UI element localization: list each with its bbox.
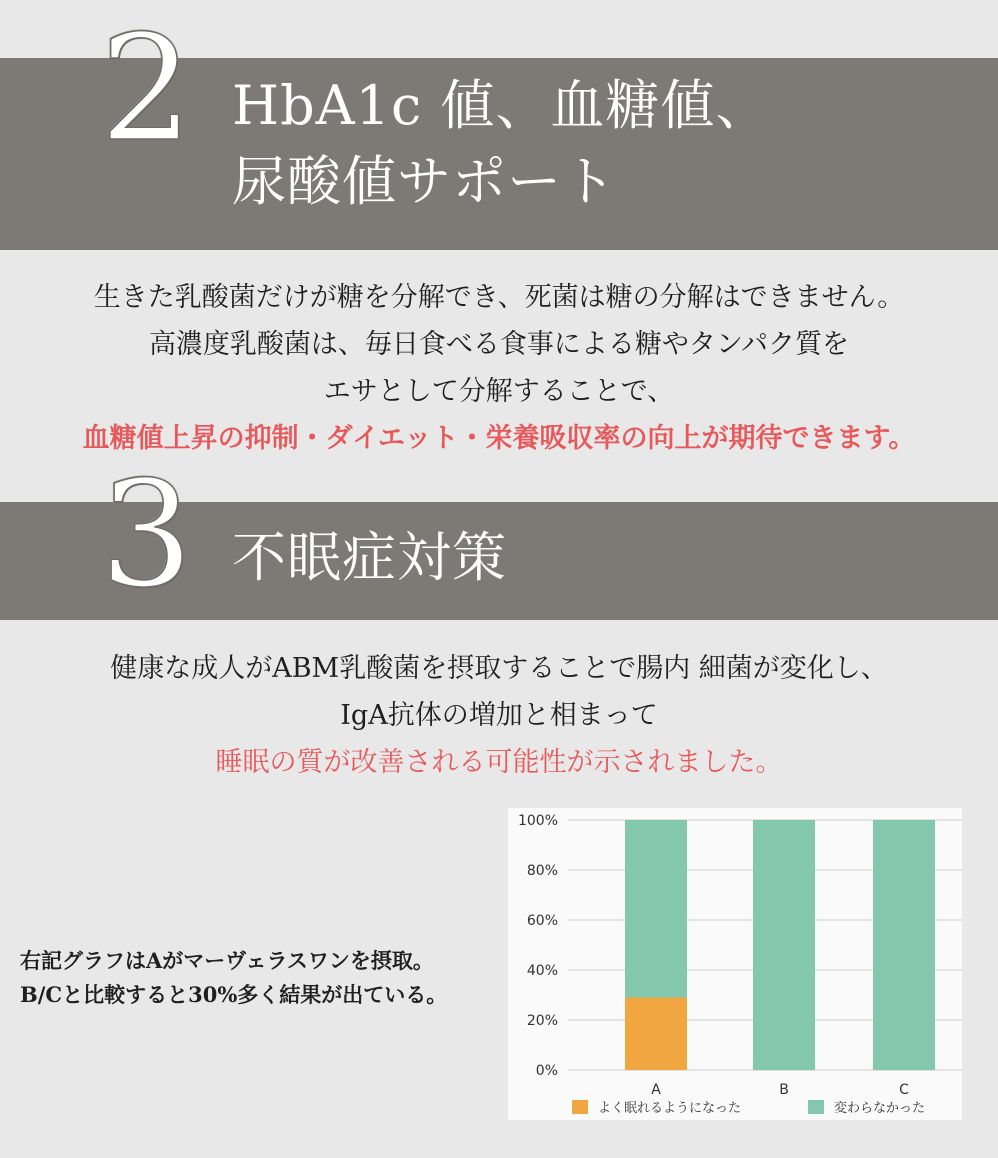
legend-label: 変わらなかった [834,1101,926,1116]
section2-title-line1: HbA1c 値、血糖値、 [232,74,771,137]
section2-line-3: エサとして分解することで、 [323,376,675,407]
sleep-chart-svg [508,808,962,1120]
section3-title: 不眠症対策 [232,526,507,589]
bar-segment [753,820,815,1070]
bar-segment [625,820,687,998]
section2-title [232,68,770,220]
y-tick-label: 20% [526,1013,558,1029]
section3-highlight: 睡眠の質が改善される可能性が示されました。 [215,747,783,778]
y-tick-label: 60% [526,913,558,929]
chart-caption [20,944,447,1012]
section3-number: 3 [100,450,193,620]
y-tick-label: 80% [526,863,558,879]
sleep-chart [508,808,962,1120]
chart-caption-line1: 右記グラフはAがマーヴェラスワンを摂取。 [20,948,434,973]
section3-line-1: 健康な成人がABM乳酸菌を摂取することで腸内 細菌が変化し、 [110,653,888,684]
legend-swatch [808,1100,824,1114]
y-tick-label: 40% [526,963,558,979]
section2-highlight: 血糖値上昇の抑制・ダイエット・栄養吸収率の向上が期待できます。 [82,423,916,454]
y-tick-label: 100% [517,813,558,829]
section3-line-2: IgA抗体の増加と相まって [340,700,658,731]
bar-segment [873,820,935,1070]
section2-line-2: 高濃度乳酸菌は、毎日食べる食事による糖やタンパク質を [148,329,850,360]
legend-swatch [572,1100,588,1114]
x-tick-label: B [779,1082,789,1098]
section2-title-line2: 尿酸値サポート [232,150,617,213]
chart-caption-line2: B/Cと比較すると30%多く結果が出ている。 [20,982,448,1007]
x-tick-label: A [651,1082,661,1098]
section2-body [0,274,998,462]
section2-line-1: 生きた乳酸菌だけが糖を分解でき、死菌は糖の分解はできません。 [93,282,905,313]
y-tick-label: 0% [535,1063,558,1079]
section2-number: 2 [100,4,193,174]
bar-segment [625,998,687,1071]
section3-body [0,645,998,786]
legend-label: よく眠れるようになった [598,1101,742,1116]
x-tick-label: C [899,1082,909,1098]
